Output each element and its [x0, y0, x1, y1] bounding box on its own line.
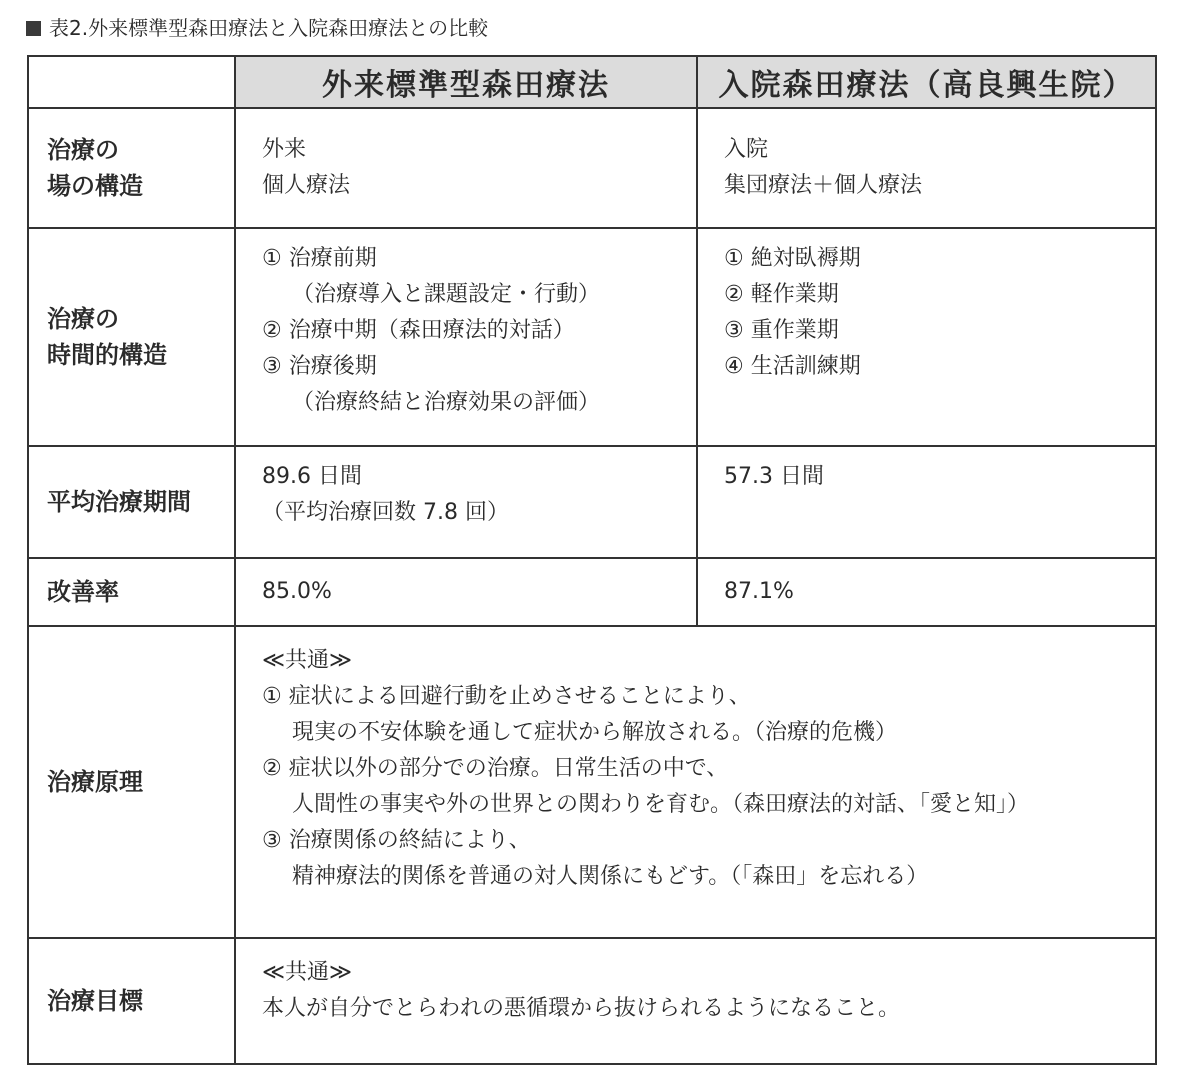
cell-outpatient-time: ① 治療前期 （治療導入と課題設定・行動） ② 治療中期（森田療法的対話） ③ 治療後期 （治療終結と治療効果の評価）: [235, 228, 697, 446]
row-label-period: 平均治療期間: [28, 446, 235, 558]
header-inpatient: 入院森田療法（高良興生院）: [697, 56, 1156, 108]
table-row: [28, 108, 1156, 228]
header-blank-cell: [28, 56, 235, 108]
header-row: [28, 56, 1156, 108]
table-row: [28, 446, 1156, 558]
table-row: [28, 938, 1156, 1064]
table-caption: [26, 14, 488, 42]
cell-outpatient-rate: 85.0%: [235, 558, 697, 626]
table-row: [28, 626, 1156, 938]
row-label-rate: 改善率: [28, 558, 235, 626]
row-label-structure: 治療の 場の構造: [28, 108, 235, 228]
comparison-table: [27, 55, 1157, 1065]
cell-common-principle: ≪共通≫ ① 症状による回避行動を止めさせることにより、 現実の不安体験を通して症状から解放される。（治療的危機） ② 症状以外の部分での治療。日常生活の中で、 人間性の事実や外の世界との関わりを育む。（森田療法的対話、「愛と知」） ③ 治療関係の終結により、 精神療法的関係を普通の対人関係にもどす。（「森田」を忘れる）: [235, 626, 1156, 938]
row-label-time: 治療の 時間的構造: [28, 228, 235, 446]
cell-outpatient-period: 89.6 日間 （平均治療回数 7.8 回）: [235, 446, 697, 558]
square-bullet-icon: [26, 21, 41, 36]
cell-inpatient-rate: 87.1%: [697, 558, 1156, 626]
row-label-principle: 治療原理: [28, 626, 235, 938]
cell-outpatient-structure: 外来 個人療法: [235, 108, 697, 228]
cell-inpatient-time: ① 絶対臥褥期 ② 軽作業期 ③ 重作業期 ④ 生活訓練期: [697, 228, 1156, 446]
table-row: [28, 228, 1156, 446]
cell-inpatient-structure: 入院 集団療法＋個人療法: [697, 108, 1156, 228]
header-outpatient: 外来標準型森田療法: [235, 56, 697, 108]
row-label-goal: 治療目標: [28, 938, 235, 1064]
caption-text: 表2.外来標準型森田療法と入院森田療法との比較: [49, 16, 489, 40]
cell-common-goal: ≪共通≫ 本人が自分でとらわれの悪循環から抜けられるようになること。: [235, 938, 1156, 1064]
table-row: [28, 558, 1156, 626]
cell-inpatient-period: 57.3 日間: [697, 446, 1156, 558]
